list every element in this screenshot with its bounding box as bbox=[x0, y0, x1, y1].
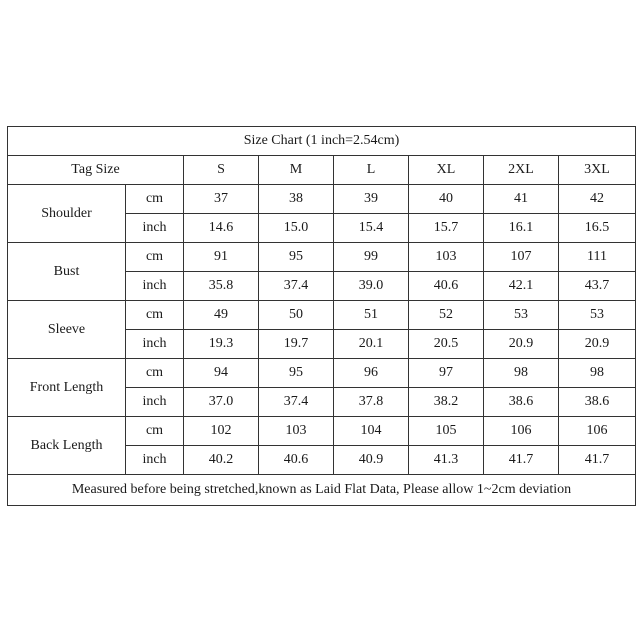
measurement-name: Front Length bbox=[8, 359, 126, 417]
value-cell: 40.2 bbox=[184, 446, 259, 475]
unit-label: inch bbox=[126, 214, 184, 243]
value-cell: 15.4 bbox=[334, 214, 409, 243]
value-cell: 41.7 bbox=[484, 446, 559, 475]
measurement-name: Shoulder bbox=[8, 185, 126, 243]
unit-label: cm bbox=[126, 185, 184, 214]
measurement-name: Bust bbox=[8, 243, 126, 301]
value-cell: 42 bbox=[559, 185, 636, 214]
value-cell: 20.1 bbox=[334, 330, 409, 359]
value-cell: 50 bbox=[259, 301, 334, 330]
value-cell: 96 bbox=[334, 359, 409, 388]
value-cell: 43.7 bbox=[559, 272, 636, 301]
value-cell: 20.5 bbox=[409, 330, 484, 359]
table-row bbox=[8, 417, 636, 446]
value-cell: 37.4 bbox=[259, 272, 334, 301]
measurement-name: Sleeve bbox=[8, 301, 126, 359]
value-cell: 104 bbox=[334, 417, 409, 446]
unit-label: cm bbox=[126, 243, 184, 272]
value-cell: 95 bbox=[259, 359, 334, 388]
header-row bbox=[8, 156, 636, 185]
unit-label: cm bbox=[126, 359, 184, 388]
value-cell: 38.6 bbox=[559, 388, 636, 417]
unit-label: inch bbox=[126, 330, 184, 359]
value-cell: 37.4 bbox=[259, 388, 334, 417]
value-cell: 38.2 bbox=[409, 388, 484, 417]
footer-row bbox=[8, 475, 636, 506]
value-cell: 16.5 bbox=[559, 214, 636, 243]
value-cell: 103 bbox=[259, 417, 334, 446]
value-cell: 94 bbox=[184, 359, 259, 388]
value-cell: 37 bbox=[184, 185, 259, 214]
value-cell: 19.7 bbox=[259, 330, 334, 359]
value-cell: 99 bbox=[334, 243, 409, 272]
value-cell: 53 bbox=[559, 301, 636, 330]
value-cell: 14.6 bbox=[184, 214, 259, 243]
unit-label: inch bbox=[126, 446, 184, 475]
unit-label: cm bbox=[126, 301, 184, 330]
value-cell: 42.1 bbox=[484, 272, 559, 301]
table-row bbox=[8, 301, 636, 330]
chart-title: Size Chart (1 inch=2.54cm) bbox=[8, 127, 636, 156]
table-row bbox=[8, 185, 636, 214]
value-cell: 40.6 bbox=[409, 272, 484, 301]
value-cell: 19.3 bbox=[184, 330, 259, 359]
tag-size-label: Tag Size bbox=[8, 156, 184, 185]
value-cell: 37.0 bbox=[184, 388, 259, 417]
value-cell: 106 bbox=[559, 417, 636, 446]
value-cell: 16.1 bbox=[484, 214, 559, 243]
value-cell: 15.0 bbox=[259, 214, 334, 243]
value-cell: 103 bbox=[409, 243, 484, 272]
value-cell: 41 bbox=[484, 185, 559, 214]
size-header: M bbox=[259, 156, 334, 185]
unit-label: inch bbox=[126, 388, 184, 417]
value-cell: 40 bbox=[409, 185, 484, 214]
value-cell: 38 bbox=[259, 185, 334, 214]
value-cell: 105 bbox=[409, 417, 484, 446]
value-cell: 52 bbox=[409, 301, 484, 330]
size-header: L bbox=[334, 156, 409, 185]
size-header: S bbox=[184, 156, 259, 185]
value-cell: 41.3 bbox=[409, 446, 484, 475]
value-cell: 38.6 bbox=[484, 388, 559, 417]
value-cell: 51 bbox=[334, 301, 409, 330]
value-cell: 41.7 bbox=[559, 446, 636, 475]
footer-note: Measured before being stretched,known as Laid Flat Data, Please allow 1~2cm deviation bbox=[8, 475, 636, 506]
value-cell: 49 bbox=[184, 301, 259, 330]
value-cell: 98 bbox=[484, 359, 559, 388]
value-cell: 39.0 bbox=[334, 272, 409, 301]
value-cell: 107 bbox=[484, 243, 559, 272]
value-cell: 98 bbox=[559, 359, 636, 388]
title-row bbox=[8, 127, 636, 156]
value-cell: 40.6 bbox=[259, 446, 334, 475]
unit-label: inch bbox=[126, 272, 184, 301]
size-header: XL bbox=[409, 156, 484, 185]
measurement-name: Back Length bbox=[8, 417, 126, 475]
table-row bbox=[8, 243, 636, 272]
value-cell: 15.7 bbox=[409, 214, 484, 243]
size-header: 3XL bbox=[559, 156, 636, 185]
value-cell: 91 bbox=[184, 243, 259, 272]
table-row bbox=[8, 359, 636, 388]
value-cell: 35.8 bbox=[184, 272, 259, 301]
value-cell: 97 bbox=[409, 359, 484, 388]
value-cell: 106 bbox=[484, 417, 559, 446]
value-cell: 95 bbox=[259, 243, 334, 272]
unit-label: cm bbox=[126, 417, 184, 446]
value-cell: 20.9 bbox=[559, 330, 636, 359]
value-cell: 53 bbox=[484, 301, 559, 330]
size-chart-table bbox=[7, 126, 636, 506]
value-cell: 37.8 bbox=[334, 388, 409, 417]
value-cell: 40.9 bbox=[334, 446, 409, 475]
value-cell: 39 bbox=[334, 185, 409, 214]
value-cell: 20.9 bbox=[484, 330, 559, 359]
value-cell: 102 bbox=[184, 417, 259, 446]
value-cell: 111 bbox=[559, 243, 636, 272]
size-header: 2XL bbox=[484, 156, 559, 185]
